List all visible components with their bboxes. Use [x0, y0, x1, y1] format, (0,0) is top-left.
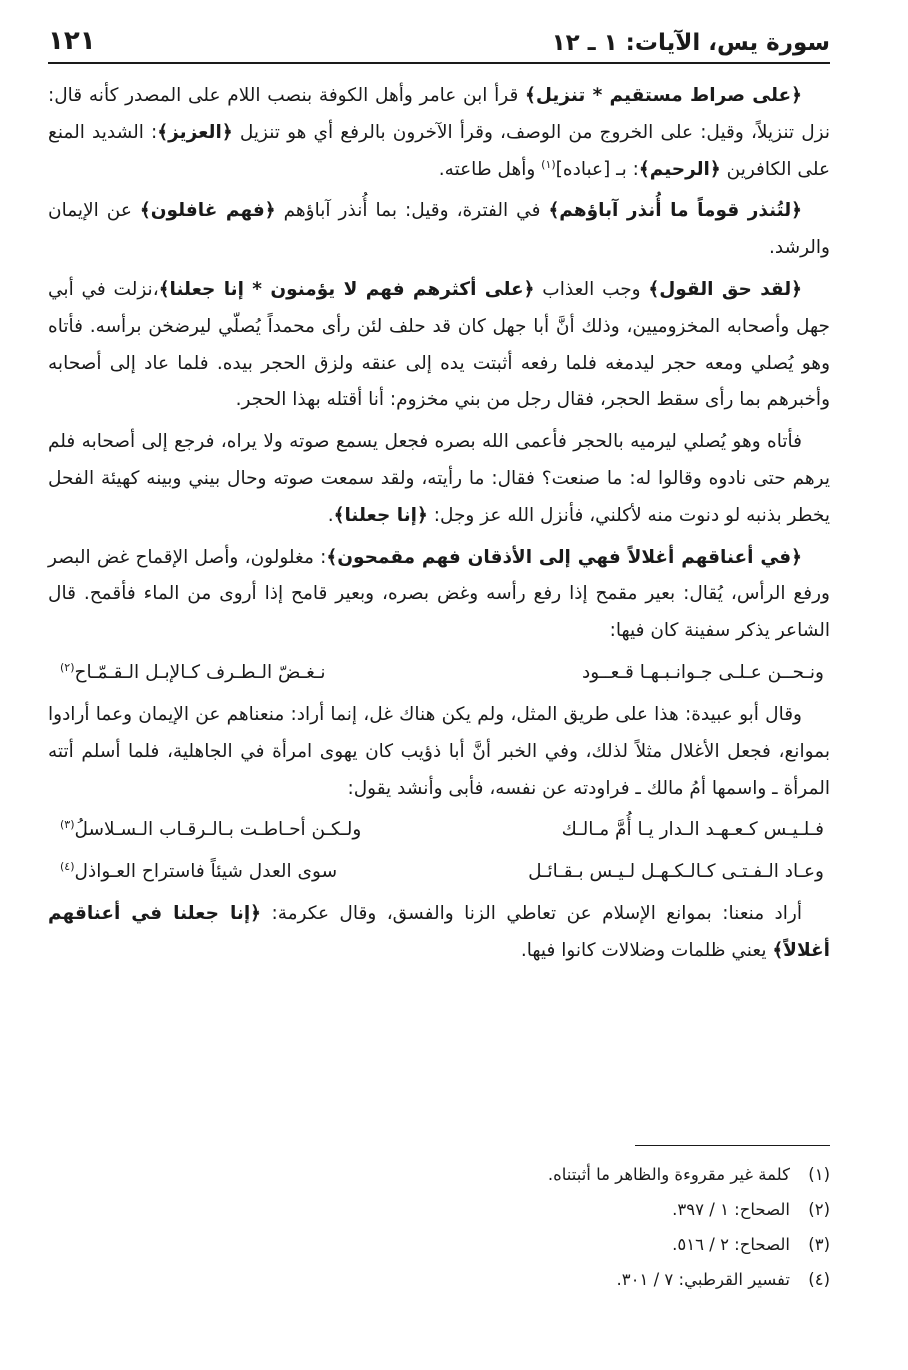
paragraph: [48, 896, 830, 970]
quran-quote: ﴿إنا جعلنا﴾: [333, 504, 428, 526]
footnote-ref: (٣): [60, 818, 75, 832]
footnote-ref: (٤): [60, 860, 75, 874]
poem-verse: [48, 854, 830, 890]
paragraph: [48, 540, 830, 650]
verse-text: سوى العدل شيئاً فاستراح العـواذل: [74, 861, 338, 883]
text-span: قرأ ابن عامر وأهل الكوفة بنصب اللام على المصدر كأنه قال: نزل تنزيلاً، وقيل: على الخروج من الوصف، وقرأ الآخرون بالرفع أي هو تنزيل: [48, 85, 830, 143]
footnote-number: (٢): [808, 1200, 830, 1219]
verse-first-hemistich: فـلـيـس كـعـهـد الـدار يـا أُمَّ مـالـك: [561, 819, 824, 841]
quran-quote: ﴿العزيز﴾: [157, 121, 233, 143]
quran-quote: ﴿لقد حق القول﴾: [648, 278, 802, 300]
poem-verse: [48, 655, 830, 691]
quran-quote: ﴿في أعناقهم أغلالاً فهي إلى الأذقان فهم مقمحون﴾: [326, 546, 802, 568]
poem-verse: [48, 812, 830, 848]
paragraph: [48, 78, 830, 188]
text-span: : بـ [عباده]: [555, 158, 639, 180]
text-span: : مغلولون، وأصل الإقماح غض البصر ورفع الرأس، يُقال: بعير مقمح إذا رفع رأسه وغض بصره، وبعير قامح إذا أروى من الماء فأقمح. قال الشاعر يذكر سفينة كان فيها:: [48, 546, 830, 642]
verse-second-hemistich: [60, 655, 326, 691]
paragraph: [48, 697, 830, 807]
verse-text: نـغـضّ الـطـرف كـالإبـل الـقـمّـاح: [74, 661, 326, 683]
footnote-text: الصحاح: ٢ / ٥١٦.: [672, 1235, 790, 1254]
text-span: وأهل طاعته.: [438, 158, 542, 180]
footnote-text: تفسير القرطبي: ٧ / ٣٠١.: [616, 1270, 790, 1289]
footnote-text: كلمة غير مقروءة والظاهر ما أثبتناه.: [547, 1165, 790, 1184]
text-span: : الشديد المنع على الكافرين: [48, 121, 830, 180]
footnote-text: الصحاح: ١ / ٣٩٧.: [672, 1200, 790, 1219]
footnote-number: (٣): [808, 1235, 830, 1254]
footnote-ref: (١): [541, 157, 556, 171]
verse-first-hemistich: وعـاد الـفـتـى كـالـكـهـل لـيـس بـقـائـل: [528, 861, 824, 883]
text-span: .: [327, 504, 334, 526]
running-head: سورة يس، الآيات: ١ ـ ١٢: [551, 30, 830, 56]
verse-text: ولـكـن أحـاطـت بـالـرقـاب الـسـلاسلُ: [74, 819, 362, 841]
footnotes: [48, 1157, 830, 1297]
verse-second-hemistich: [60, 812, 361, 848]
verse-first-hemistich: ونـحــن عـلـى جـوانـبـهـا قـعــود: [582, 661, 824, 683]
quran-quote: ﴿إنا جعلنا في أعناقهم أغلالاً﴾: [48, 903, 830, 962]
paragraph: [48, 193, 830, 267]
footnote-divider: [635, 1145, 830, 1146]
text-span: ،نزلت في أبي جهل وأصحابه المخزوميين، وذلك أنَّ أبا جهل كان قد حلف لئن رأى محمداً يُصلّي ليرضخن برأسه. فأتاه وهو يُصلي ومعه حجر ليدمغه فلما رفعه أثبتت يده إلى عنقه ولزق الحجر بيده. فلما عاد إلى أصحابه وأخبرهم بما رأى سقط الحجر، فقال رجل من بني مخزوم: أنا أقتله بهذا الحجر.: [48, 278, 830, 411]
text-span: يعني ظلمات وضلالات كانوا فيها.: [520, 940, 773, 962]
quran-quote: ﴿لتُنذر قوماً ما أُنذر آباؤهم﴾: [548, 200, 802, 222]
footnote-ref: (٢): [60, 660, 75, 674]
text-span: وقال أبو عبيدة: هذا على طريق المثل، ولم يكن هناك غل، إنما أراد: منعناهم عن الإيمان وعما أرادوا بموانع، فجعل الأغلال مثلاً لذلك، وفي الخبر أنَّ أبا ذؤيب كان يهوى امرأة في الجاهلية، فلما أسلم أتته المرأة ـ واسمها أمُ مالك ـ فراودته عن نفسه، فأبى وأنشد يقول:: [48, 703, 830, 799]
footnote: [48, 1157, 830, 1192]
text-span: عن الإيمان والرشد.: [48, 200, 830, 259]
footnote-number: (٤): [808, 1270, 830, 1289]
text-span: وجب العذاب: [534, 278, 649, 300]
quran-quote: ﴿فهم غافلون﴾: [139, 200, 276, 222]
footnote-number: (١): [808, 1165, 830, 1184]
quran-quote: ﴿على أكثرهم فهم لا يؤمنون * إنا جعلنا﴾: [158, 278, 535, 300]
footnote: [48, 1227, 830, 1262]
quran-quote: ﴿الرحيم﴾: [638, 158, 721, 180]
verse-second-hemistich: [60, 854, 337, 890]
page-number: ١٢١: [48, 26, 96, 56]
paragraph: [48, 272, 830, 419]
quran-quote: ﴿على صراط مستقيم * تنزيل﴾: [525, 85, 802, 106]
text-span: أراد منعنا: بموانع الإسلام عن تعاطي الزنا والفسق، وقال عكرمة:: [261, 903, 802, 925]
footnote: [48, 1192, 830, 1227]
main-text: [48, 78, 830, 975]
paragraph: [48, 424, 830, 534]
text-span: في الفترة، وقيل: بما أُنذر آباؤهم: [275, 200, 549, 222]
page-header: [48, 18, 830, 64]
text-span: فأتاه وهو يُصلي ليرميه بالحجر فأعمى الله بصره فجعل يسمع صوته ولا يراه، فرجع إلى أصحابه فلم يرهم حتى نادوه وقالوا له: ما صنعت؟ فقال: ما رأيته، ولقد سمعت صوته وحال بيني وبينه كهيئة الفحل يخطر بذنبه لو دنوت منه لأكلني، فأنزل الله عز وجل:: [48, 431, 830, 526]
footnote: [48, 1262, 830, 1297]
